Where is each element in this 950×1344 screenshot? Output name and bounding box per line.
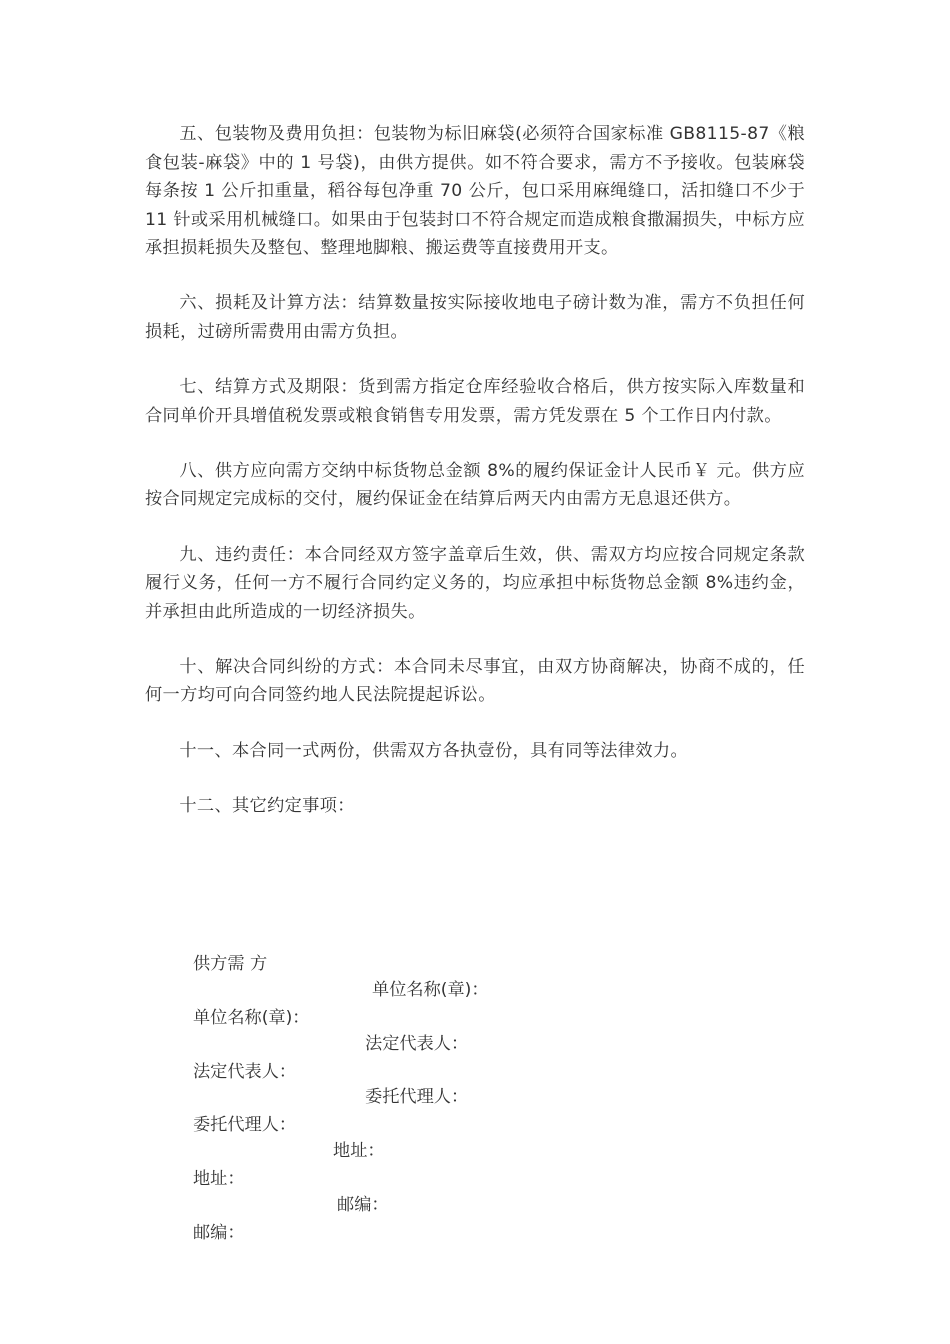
clause-7-settlement: 七、结算方式及期限：货到需方指定仓库经验收合格后，供方按实际入库数量和合同单价开具增值税发票或粮食销售专用发票，需方凭发票在 5 个工作日内付款。 (145, 377, 805, 426)
clause-10-dispute-resolution: 十、解决合同纠纷的方式：本合同未尽事宜，由双方协商解决，协商不成的，任何一方均可向合同签约地人民法院提起诉讼。 (145, 656, 805, 706)
supplier-address-label: 地址： (192, 1169, 245, 1189)
buyer-agent-label: 委托代理人： (365, 1087, 469, 1107)
supplier-postcode-label: 邮编： (192, 1223, 245, 1243)
clause-5-packaging: 五、包装物及费用负担：包装物为标旧麻袋(必须符合国家标准 GB8115-87《粮食包装-麻袋》中的 1 号袋)，由供方提供。如不符合要求，需方不予接收。包装麻袋每条按 1 公斤扣重量，稻谷每包净重 70 公斤，包口采用麻绳缝口，活扣缝口不少于 11 针或采用机械缝口。如果由于包装封口不符合规定而造成粮食撒漏损失，中标方应承担损耗损失及整包、整理地脚粮、搬运费等直接费用开支。 (145, 124, 805, 259)
signature-header-label: 供方需 方 (192, 954, 268, 974)
supplier-legal-rep-label: 法定代表人： (192, 1062, 297, 1082)
buyer-postcode-label: 邮编： (337, 1195, 389, 1215)
signature-row-postcode (182, 1191, 389, 1275)
clause-9-liability: 九、违约责任：本合同经双方签字盖章后生效，供、需双方均应按合同规定条款履行义务，任何一方不履行合同约定义务的，均应承担中标货物总金额 8%违约金，并承担由此所造成的一切经济损失。 (145, 544, 805, 622)
supplier-agent-label: 委托代理人： (192, 1115, 297, 1135)
clause-12-other-matters: 十二、其它约定事项： (179, 795, 355, 816)
clause-11-copies: 十一、本合同一式两份，供需双方各执壹份，具有同等法律效力。 (179, 740, 688, 761)
clause-8-performance-bond: 八、供方应向需方交纳中标货物总金额 8%的履约保证金计人民币￥ 元。供方应按合同规定完成标的交付，履约保证金在结算后两天内由需方无息退还供方。 (145, 460, 805, 510)
buyer-unit-name-label: 单位名称(章)： (372, 980, 489, 1000)
clause-6-loss-calculation: 六、损耗及计算方法：结算数量按实际接收地电子磅计数为准，需方不负担任何损耗，过磅所需费用由需方负担。 (145, 293, 805, 343)
supplier-unit-name-label: 单位名称(章)： (192, 1008, 310, 1028)
signature-header (182, 922, 267, 978)
contract-body (145, 120, 805, 847)
buyer-legal-rep-label: 法定代表人： (365, 1034, 469, 1054)
buyer-address-label: 地址： (333, 1141, 385, 1161)
